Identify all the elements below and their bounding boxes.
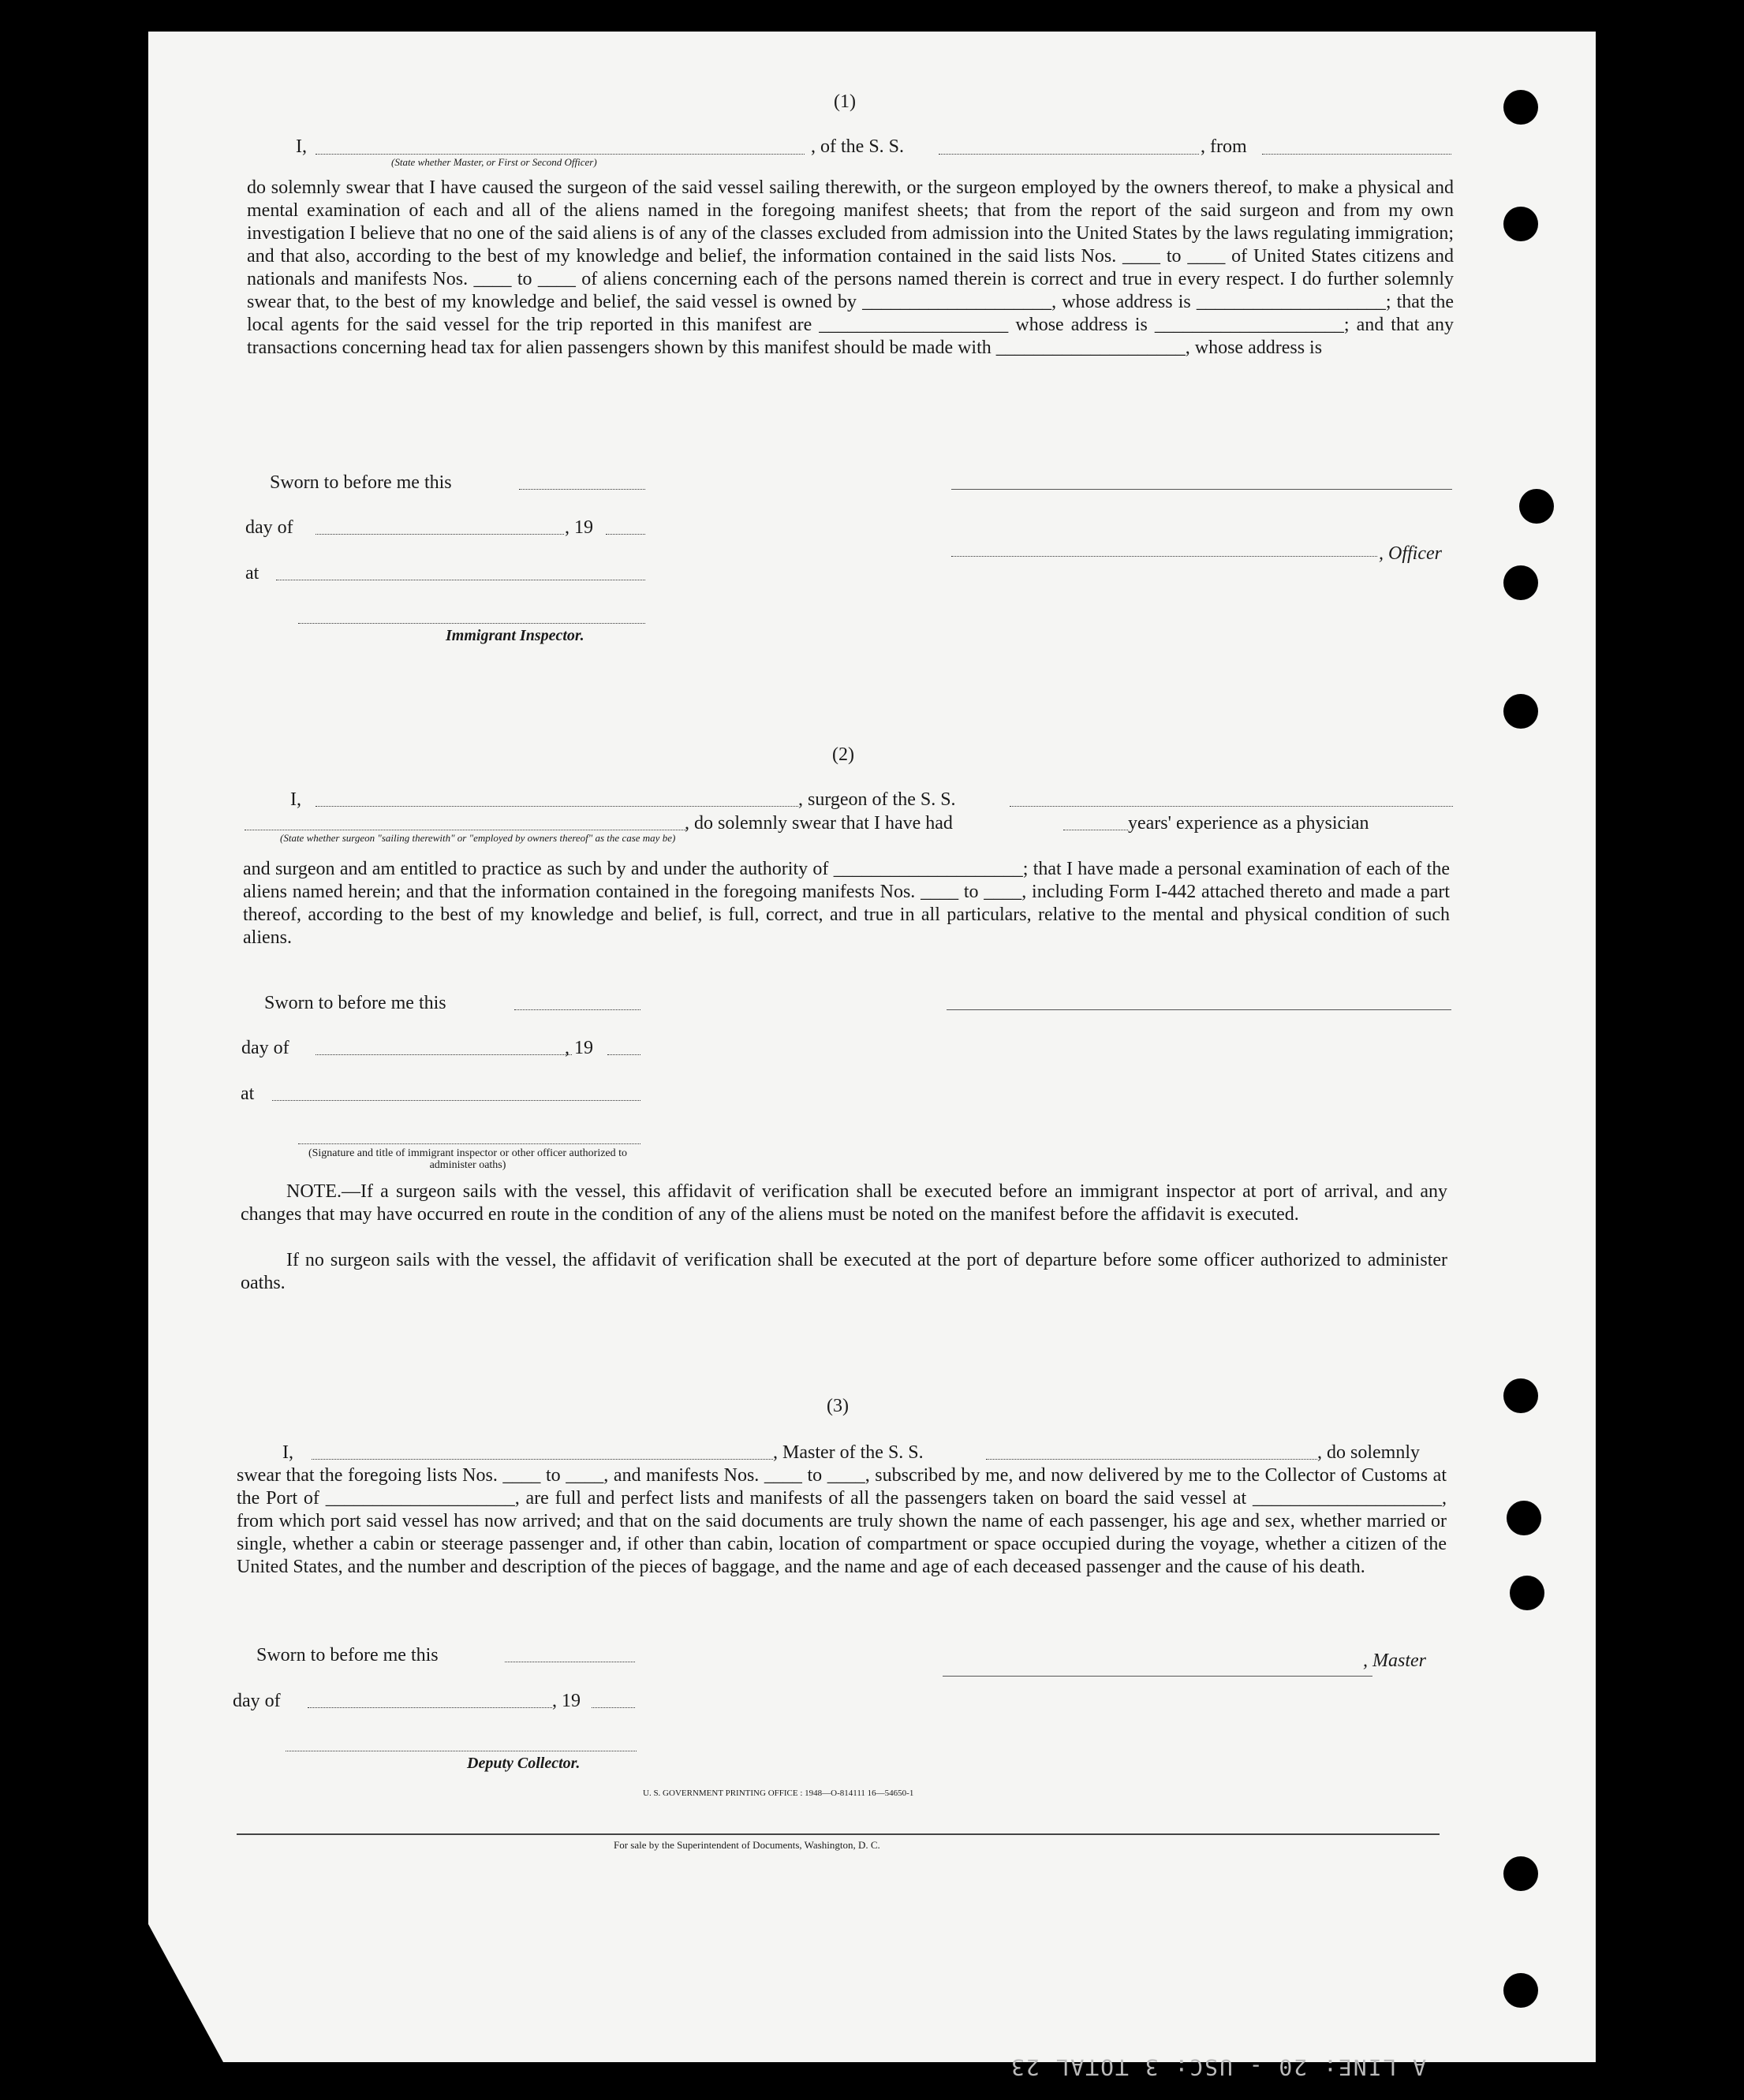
- section-3-day-of: day of: [233, 1691, 281, 1711]
- vessel-name-field[interactable]: [939, 154, 1199, 155]
- immigrant-inspector-label: Immigrant Inspector.: [446, 627, 584, 644]
- section-2-number: (2): [832, 744, 854, 765]
- binder-hole: [1503, 1973, 1538, 2008]
- gpo-imprint: U. S. GOVERNMENT PRINTING OFFICE : 1948—O-814111 16—54650-1: [643, 1789, 914, 1798]
- section-2-signature-note: (Signature and title of immigrant inspector or other officer authorized to administer oaths): [308, 1147, 628, 1171]
- officer-name-field[interactable]: [316, 154, 805, 155]
- section-2-years: years' experience as a physician: [1128, 813, 1369, 834]
- deputy-collector-label: Deputy Collector.: [467, 1755, 581, 1772]
- section-1-day-field[interactable]: [316, 534, 564, 535]
- section-3-i-label: I,: [282, 1442, 293, 1463]
- departure-port-field[interactable]: [1262, 154, 1451, 155]
- section-2-year-field[interactable]: [607, 1054, 640, 1055]
- section-3-master: , Master: [1363, 1651, 1426, 1671]
- section-1-sworn-field[interactable]: [519, 489, 645, 490]
- section-3-year-field[interactable]: [592, 1707, 635, 1708]
- section-2-note-2: If no surgeon sails with the vessel, the affidavit of verification shall be executed at the port of departure before some officer authorized to administer oaths.: [241, 1250, 1447, 1293]
- section-2-note: (State whether surgeon "sailing therewith" or "employed by owners thereof" as the case may be): [280, 832, 676, 844]
- section-1-at: at: [245, 563, 260, 584]
- officer-title-line[interactable]: [951, 556, 1377, 557]
- binder-hole: [1510, 1576, 1544, 1610]
- binder-hole: [1503, 1856, 1538, 1891]
- sale-notice: For sale by the Superintendent of Documents, Washington, D. C.: [614, 1839, 880, 1851]
- section-2-year: , 19: [565, 1038, 593, 1058]
- section-2-day-field[interactable]: [316, 1054, 572, 1055]
- binder-hole: [1503, 90, 1538, 125]
- section-2-i-label: I,: [290, 789, 301, 810]
- section-1-officer: , Officer: [1379, 543, 1442, 564]
- section-3-day-field[interactable]: [308, 1707, 552, 1708]
- section-1-of-ss: , of the S. S.: [811, 136, 905, 157]
- section-2-swear: , do solemnly swear that I have had: [685, 813, 953, 834]
- section-1-body: do solemnly swear that I have caused the surgeon of the said vessel sailing therewith, or the surgeon employed by the owners thereof, to make a physical and mental examination of each and all of the aliens named in the foregoing manifest sheets; that from the report of the said surgeon and from my own investigation I believe that no one of the said aliens is of any of the classes excluded from admission into the United States by the laws regulating immigration; and that also, according to the best of my knowledge and belief, the information contained in the said lists Nos. ____ to ____ of United States citizens and nationals and manifests Nos. ____ to ____ of aliens concerning each of the persons named therein is correct and true in every respect. I do further solemnly swear that, to the best of my knowledge and belief, the said vessel is owned by ____________________, whose address is ____________________; that the local agents for the said vessel for the trip reported in this manifest are ____________________ whose address is ____________________; and that any transactions concerning head tax for alien passengers shown by this manifest should be made with ____________________, whose address is: [247, 177, 1454, 358]
- surgeon-signature-line[interactable]: [947, 1009, 1451, 1010]
- binder-hole: [1507, 1501, 1541, 1535]
- section-1-year: , 19: [565, 517, 593, 538]
- section-2-at: at: [241, 1084, 255, 1104]
- archival-stamp: A LINE: 20 - USC: 3 TOTAL 23: [1010, 2054, 1427, 2080]
- section-3-body: swear that the foregoing lists Nos. ____ to ____, and manifests Nos. ____ to ____, subscribed by me, and now delivered by me to the Collector of Customs at the Port of ____________________, are full and perfect lists and manifests of all the passengers taken on board the said vessel at ____________________, from which port said vessel has now arrived; and that on the said documents are truly shown the name of each passenger, his age and sex, whether married or single, whether a cabin or steerage passenger and, if other than cabin, location of compartment or space occupied during the voyage, whether a citizen of the United States, and the number and description of the pieces of baggage, and the name and age of each deceased passenger and the cause of his death.: [237, 1465, 1447, 1577]
- section-3-master-of: , Master of the S. S.: [773, 1442, 924, 1463]
- section-2-sworn-field[interactable]: [514, 1009, 640, 1010]
- master-signature-line[interactable]: [943, 1676, 1372, 1677]
- section-2-signature-line[interactable]: [298, 1143, 640, 1144]
- section-2-sworn: Sworn to before me this: [264, 993, 446, 1013]
- binder-hole: [1503, 694, 1538, 729]
- master-name-field[interactable]: [312, 1459, 773, 1460]
- binder-hole: [1519, 489, 1554, 524]
- section-1-number: (1): [834, 91, 856, 112]
- footer-rule: [237, 1833, 1440, 1835]
- section-3-vessel-field[interactable]: [986, 1459, 1317, 1460]
- section-1-year-field[interactable]: [606, 534, 645, 535]
- binder-hole: [1503, 207, 1538, 241]
- inspector-signature-line[interactable]: [298, 623, 645, 624]
- section-2-surgeon-of: , surgeon of the S. S.: [798, 789, 956, 810]
- section-2-note-1: NOTE.—If a surgeon sails with the vessel, this affidavit of verification shall be executed before an immigrant inspector at port of arrival, and any changes that may have occurred en route in the condition of any of the aliens must be noted on the manifest before the affidavit is executed.: [241, 1181, 1447, 1225]
- section-3-number: (3): [827, 1396, 849, 1416]
- binder-hole: [1503, 1378, 1538, 1413]
- section-3-sworn: Sworn to before me this: [256, 1645, 439, 1665]
- section-3-year: , 19: [552, 1691, 581, 1711]
- section-1-name-note: (State whether Master, or First or Second Officer): [391, 156, 597, 168]
- section-1-i-label: I,: [296, 136, 307, 157]
- section-1-from: , from: [1201, 136, 1247, 157]
- section-2-body: and surgeon and am entitled to practice as such by and under the authority of ____________________; that I have made a personal examination of each of the aliens named herein; and that the information contained in the foregoing manifests Nos. ____ to ____, including Form I-442 attached thereto and made a part thereof, according to the best of my knowledge and belief, is full, correct, and true in all particulars, relative to the mental and physical condition of such aliens.: [243, 859, 1450, 948]
- page-cut-corner: [148, 1924, 223, 2062]
- surgeon-name-field[interactable]: [316, 806, 798, 807]
- section-1-sworn: Sworn to before me this: [270, 472, 452, 493]
- section-2-vessel-field[interactable]: [1010, 806, 1453, 807]
- section-2-at-field[interactable]: [272, 1100, 640, 1101]
- binder-hole: [1503, 565, 1538, 600]
- section-2-day-of: day of: [241, 1038, 289, 1058]
- section-1-day-of: day of: [245, 517, 293, 538]
- section-3-solemnly: , do solemnly: [1317, 1442, 1420, 1463]
- officer-signature-line[interactable]: [951, 489, 1452, 490]
